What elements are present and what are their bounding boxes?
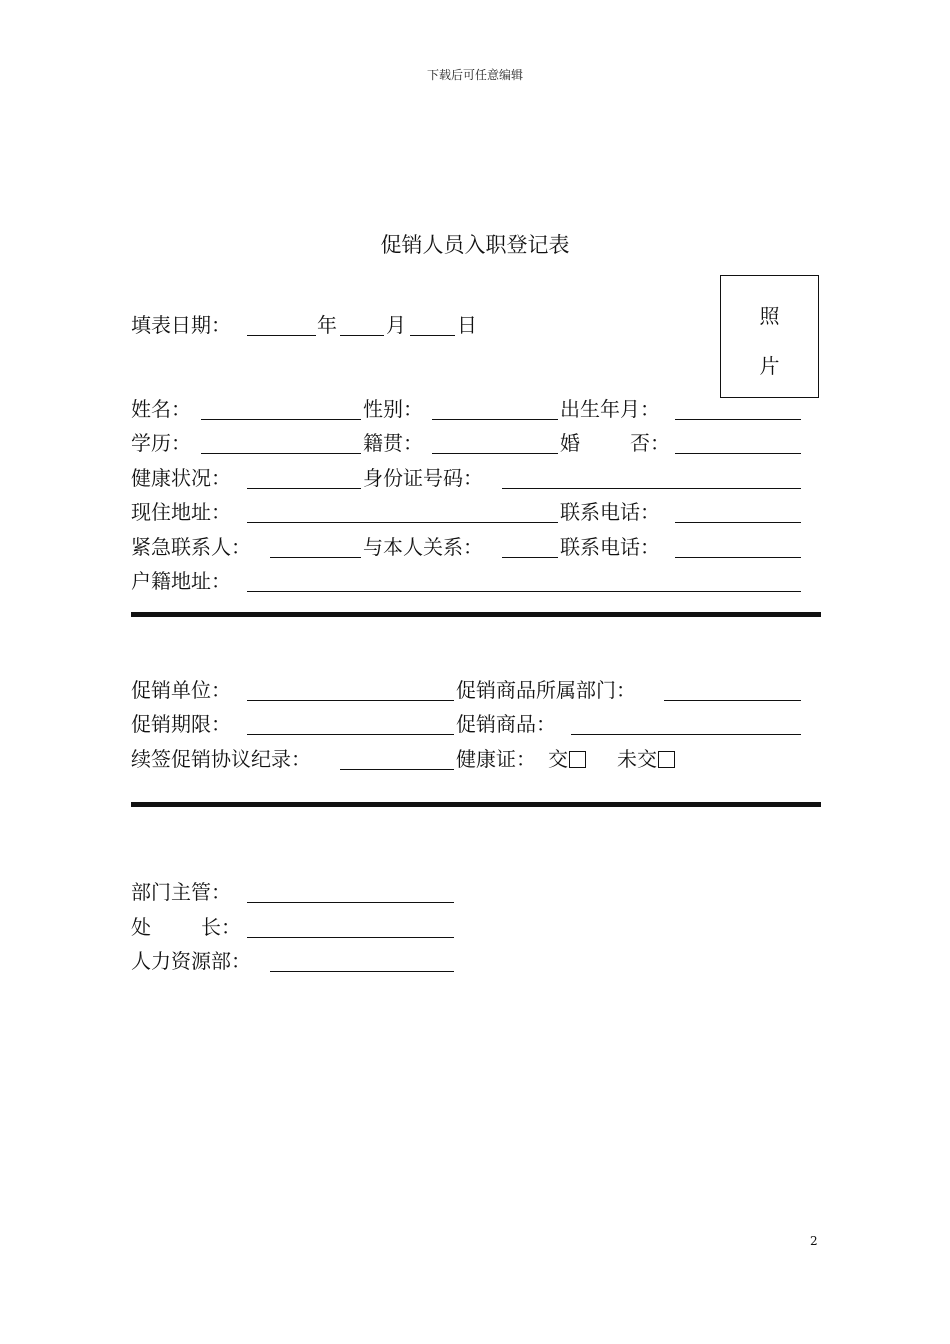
- emergency-contact-blank[interactable]: [270, 557, 361, 558]
- submitted-option[interactable]: [548, 747, 586, 771]
- emergency-contact-label: 紧急联系人：: [131, 535, 251, 559]
- header-note: 下载后可任意编辑: [426, 68, 523, 82]
- phone-label: 联系电话：: [560, 500, 660, 524]
- promo-period-blank[interactable]: [247, 734, 454, 735]
- phone2-blank[interactable]: [675, 557, 801, 558]
- year-label: 年: [317, 313, 337, 337]
- relation-label: 与本人关系：: [363, 535, 483, 559]
- chief-blank[interactable]: [247, 937, 454, 938]
- gender-label: 性别：: [363, 397, 423, 421]
- supervisor-label: 部门主管：: [131, 880, 231, 904]
- married-label: 婚: [560, 431, 580, 455]
- phone2-label: 联系电话：: [560, 535, 660, 559]
- month-label: 月: [386, 313, 406, 337]
- supervisor-blank[interactable]: [247, 902, 454, 903]
- year-blank[interactable]: [247, 335, 316, 336]
- health-cert-label: 健康证：: [456, 747, 536, 771]
- renewal-label: 续签促销协议纪录：: [131, 747, 311, 771]
- page-number: 2: [810, 1234, 818, 1248]
- hr-blank[interactable]: [270, 971, 454, 972]
- promo-unit-blank[interactable]: [247, 700, 454, 701]
- photo-label-1: 照: [759, 304, 780, 328]
- relation-blank[interactable]: [502, 557, 558, 558]
- section-divider-2: [131, 802, 821, 807]
- month-blank[interactable]: [340, 335, 384, 336]
- promo-goods-blank[interactable]: [571, 734, 801, 735]
- health-label: 健康状况：: [131, 466, 231, 490]
- education-label: 学历：: [131, 431, 191, 455]
- form-title: 促销人员入职登记表: [380, 233, 570, 257]
- promo-unit-label: 促销单位：: [131, 678, 231, 702]
- photo-box: [720, 275, 819, 398]
- day-blank[interactable]: [410, 335, 455, 336]
- household-address-label: 户籍地址：: [131, 569, 231, 593]
- chief-label-1: 处: [131, 915, 151, 939]
- promo-period-label: 促销期限：: [131, 712, 231, 736]
- address-label: 现住地址：: [131, 500, 231, 524]
- promo-goods-label: 促销商品：: [456, 712, 556, 736]
- household-address-blank[interactable]: [247, 591, 801, 592]
- id-number-label: 身份证号码：: [363, 466, 483, 490]
- promo-department-label: 促销商品所属部门：: [456, 678, 636, 702]
- fill-date-label: 填表日期：: [131, 313, 231, 337]
- birth-label: 出生年月：: [560, 397, 660, 421]
- chief-label-2: 长：: [201, 915, 241, 939]
- submitted-label: 交: [548, 747, 568, 771]
- native-place-blank[interactable]: [432, 453, 558, 454]
- promo-department-blank[interactable]: [664, 700, 801, 701]
- not-submitted-checkbox[interactable]: [658, 751, 675, 768]
- hr-label: 人力资源部：: [131, 949, 251, 973]
- not-submitted-option[interactable]: [617, 747, 675, 771]
- birth-blank[interactable]: [675, 419, 801, 420]
- renewal-blank[interactable]: [340, 769, 454, 770]
- section-divider: [131, 612, 821, 617]
- id-number-blank[interactable]: [502, 488, 801, 489]
- gender-blank[interactable]: [432, 419, 558, 420]
- marital-blank[interactable]: [675, 453, 801, 454]
- native-place-label: 籍贯：: [363, 431, 423, 455]
- address-blank[interactable]: [247, 522, 558, 523]
- not-submitted-label: 未交: [617, 747, 657, 771]
- photo-label-2: 片: [759, 354, 780, 378]
- submitted-checkbox[interactable]: [569, 751, 586, 768]
- name-blank[interactable]: [201, 419, 361, 420]
- education-blank[interactable]: [201, 453, 361, 454]
- phone-blank[interactable]: [675, 522, 801, 523]
- not-married-label: 否：: [630, 431, 670, 455]
- day-label: 日: [457, 313, 477, 337]
- name-label: 姓名：: [131, 397, 191, 421]
- health-blank[interactable]: [247, 488, 361, 489]
